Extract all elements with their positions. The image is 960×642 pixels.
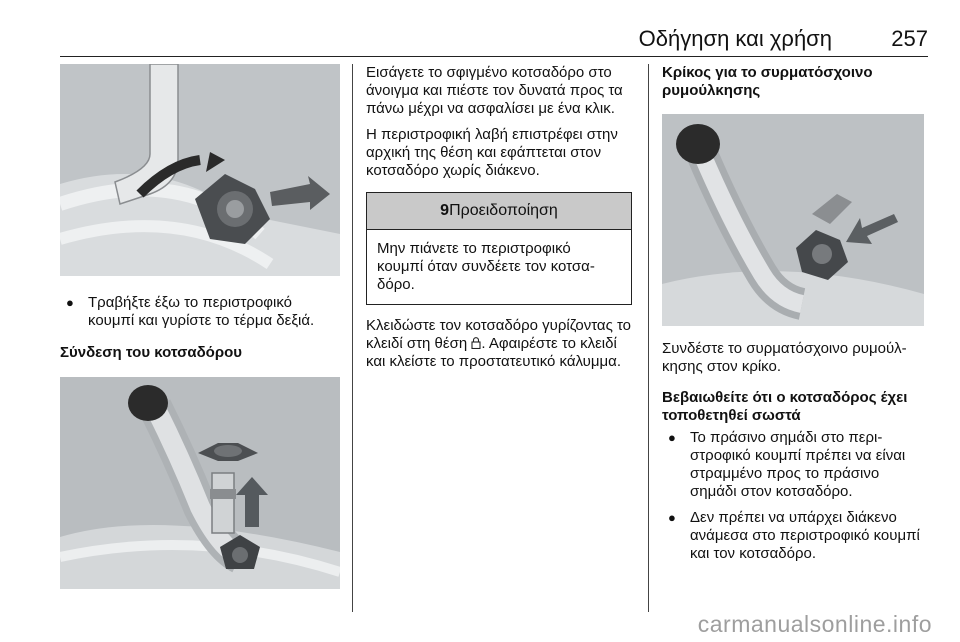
illustration-rotary-knob: [60, 64, 340, 276]
list-item: [662, 509, 924, 563]
column-divider-2: [648, 64, 649, 612]
warning-header: [367, 193, 631, 230]
watermark: carmanualsonline.info: [697, 611, 932, 637]
instruction-handle-returns: Η περιστροφική λαβή επιστρέφει στην αρχική της θέση και εφάπτεται στον κοτσαδόρο χωρίς διάκενο.: [366, 126, 618, 179]
column-left: [60, 64, 340, 589]
instruction-lock: [366, 317, 632, 371]
instruction-pull-knob: Τραβήξτε έξω το περιστροφικό κουμπί και γυρίστε το τέρμα δεξιά.: [88, 294, 315, 329]
column-divider-1: [352, 64, 353, 612]
bullet-dot: ●: [66, 295, 74, 310]
instruction-attach-rope: Συνδέστε το συρματόσχοινο ρυμούλ-κησης στον κρίκο.: [662, 340, 907, 375]
instruction-lock-part1: Κλειδώστε τον κοτσαδόρο γυρίζοντας το κλειδί στη θέση: [366, 317, 632, 352]
section-heading-connect: Σύνδεση του κοτσαδόρου: [60, 344, 243, 361]
instruction-insert: Εισάγετε το σφιγμένο κοτσαδόρο στο άνοιγμα και πιέστε τον δυνατά προς τα πάνω μέχρι να ασφαλίσει με ένα κλικ.: [366, 64, 623, 117]
warning-icon: 9: [440, 202, 450, 219]
page-header: [60, 26, 928, 57]
rotary-knob-drawing: [60, 64, 340, 276]
illustration-insert-towbar: [60, 377, 340, 589]
tow-eye-drawing: [662, 114, 924, 326]
warning-body: Μην πιάνετε το περιστροφικό κουμπί όταν συνδέετε τον κοτσα-δόρο.: [377, 240, 595, 293]
list-item: [60, 294, 340, 330]
bullet-dot: ●: [668, 430, 676, 445]
page-number: 257: [891, 26, 928, 51]
instruction-lock-part2: . Αφαιρέστε το κλειδί και κλείστε το προστατευτικό κάλυμμα.: [366, 335, 621, 370]
illustration-tow-eye: [662, 114, 924, 326]
running-title: Οδήγηση και χρήση: [638, 26, 832, 51]
warning-title: Προειδοποίηση: [449, 202, 558, 219]
warning-box: [366, 192, 632, 305]
bullet-dot: ●: [668, 510, 676, 525]
insert-towbar-drawing: [60, 377, 340, 589]
column-middle: [366, 64, 632, 371]
lock-icon: [471, 337, 481, 349]
check-no-gap: Δεν πρέπει να υπάρχει διάκενο ανάμεσα στο περιστροφικό κουμπί και τον κοτσαδόρο.: [690, 509, 920, 562]
column-right: [662, 64, 924, 563]
section-heading-check: Βεβαιωθείτε ότι ο κοτσαδόρος έχει τοποθετηθεί σωστά: [662, 389, 908, 424]
check-green-mark: Το πράσινο σημάδι στο περι-στροφικό κουμπί πρέπει να είναι στραμμένο προς το πράσινο σημάδι στον κοτσαδόρο.: [690, 429, 906, 500]
list-item: [662, 429, 924, 501]
section-heading-tow-eye: Κρίκος για το συρματόσχοινο ρυμούλκησης: [662, 64, 873, 99]
